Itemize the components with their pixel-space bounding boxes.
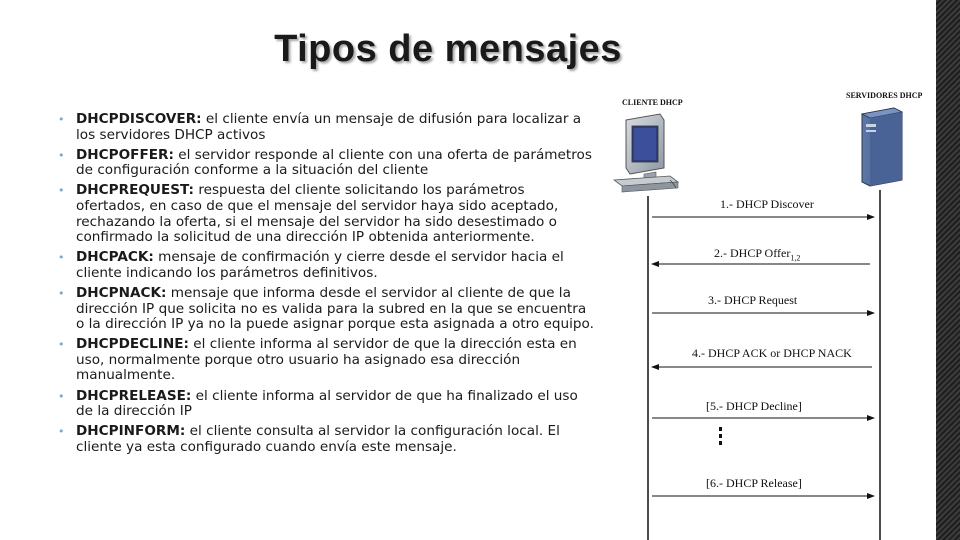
page-title: Tipos de mensajes [274, 28, 622, 70]
bullet-icon: • [58, 425, 65, 439]
description: el cliente consulta al servidor la configuración local. El cliente ya esta configurado cuando envía este mensaje. [76, 423, 560, 455]
message-release: [6.- DHCP Release] [706, 476, 802, 490]
list-item [56, 286, 596, 333]
bullet-icon: • [58, 338, 65, 352]
list-item [56, 148, 596, 179]
description: mensaje que informa desde el servidor al cliente de que la dirección IP que solicita no es valida para la subred en la que se encuentra o la dirección IP ya no la puede asignar porque esta asignada a otro equipo. [76, 284, 594, 333]
server-icon [862, 108, 902, 186]
client-computer-icon [614, 114, 678, 192]
message-decline: [5.- DHCP Decline] [706, 399, 802, 413]
server-label: SERVIDORES DHCP [846, 91, 923, 100]
message-ack-nack: 4.- DHCP ACK or DHCP NACK [692, 346, 852, 360]
message-offer-text: 2.- DHCP Offer [714, 246, 791, 260]
description: el cliente informa al servidor de que ha finalizado el uso de la dirección IP [76, 387, 578, 420]
term: DHCPACK: [76, 249, 154, 266]
ellipsis-icon [719, 427, 722, 445]
description: respuesta del cliente solicitando los parámetros ofertados, en caso de que el mensaje del servidor haya sido aceptado, rechazando la oferta, si el mensaje del servidor ha sido desestimado o confirmado la solicitud de una dirección IP obtenida anteriormente. [76, 182, 559, 246]
bullet-icon: • [58, 251, 65, 265]
bullet-icon: • [58, 113, 65, 126]
list-item [56, 389, 596, 420]
description: el cliente envía un mensaje de difusión para localizar a los servidores DHCP activos [76, 111, 582, 143]
bullet-icon: • [58, 148, 65, 162]
bullet-icon: • [58, 286, 65, 300]
message-offer [714, 246, 800, 262]
diagram-graphics [604, 84, 934, 540]
description: mensaje de confirmación y cierre desde el servidor hacia el cliente indicando los parámetros definitivos. [76, 249, 564, 281]
term: DHCPREQUEST: [76, 182, 194, 199]
bullet-icon: • [58, 389, 65, 403]
dhcp-sequence-diagram [604, 84, 934, 540]
list-item [56, 424, 596, 455]
list-item [56, 183, 596, 245]
bullet-icon: • [58, 184, 65, 198]
message-discover: 1.- DHCP Discover [720, 197, 814, 211]
term: DHCPDISCOVER: [76, 111, 202, 127]
term: DHCPOFFER: [76, 146, 174, 163]
description: el servidor responde al cliente con una oferta de parámetros de configuración conforme a la situación del cliente [76, 146, 592, 179]
description: el cliente informa al servidor de que la dirección esta en uso, normalmente porque otro usuario ha asignado esa dirección manualmente. [76, 336, 577, 384]
term: DHCPNACK: [76, 284, 167, 301]
term: DHCPINFORM: [76, 423, 186, 440]
message-offer-subscript: 1,2 [790, 253, 801, 263]
decorative-side-bar [936, 0, 960, 540]
client-label: CLIENTE DHCP [622, 98, 683, 107]
message-request: 3.- DHCP Request [708, 293, 798, 307]
list-item [56, 337, 596, 384]
term: DHCPDECLINE: [76, 336, 189, 353]
list-item [56, 112, 596, 143]
list-item [56, 250, 596, 281]
term: DHCPRELEASE: [76, 387, 192, 404]
message-type-list [56, 112, 596, 460]
